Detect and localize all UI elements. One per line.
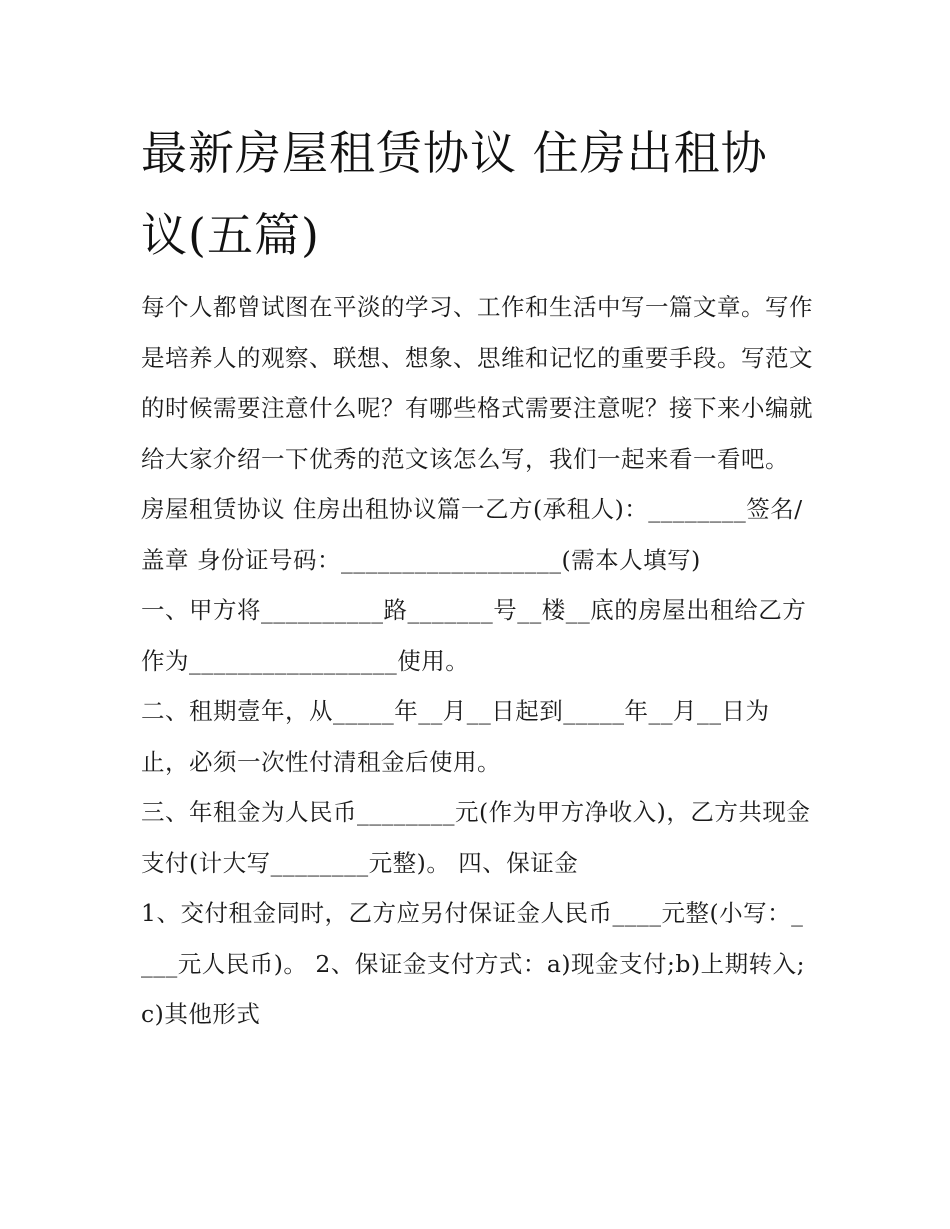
intro-paragraph: 每个人都曾试图在平淡的学习、工作和生活中写一篇文章。写作是培养人的观察、联想、想象、思维和记忆的重要手段。写范文的时候需要注意什么呢？有哪些格式需要注意呢？接下来小编就给大家介绍一下优秀的范文该怎么写，我们一起来看一看吧。 bbox=[141, 293, 813, 473]
document-body bbox=[141, 112, 813, 1040]
clause-1-paragraph: 一、甲方将__________路_______号__楼__底的房屋出租给乙方作为_________________使用。 bbox=[141, 596, 807, 675]
document-title: 最新房屋租赁协议 住房出租协议(五篇) bbox=[141, 126, 768, 262]
tenant-signature-paragraph: 房屋租赁协议 住房出租协议篇一乙方(承租人)：________签名/盖章 身份证号码：__________________(需本人填写) bbox=[141, 495, 803, 574]
deposit-paragraph: 1、交付租金同时，乙方应另付保证金人民币____元整(小写：____元人民币)。 2、保证金支付方式：a)现金支付;b)上期转入;c)其他形式 bbox=[141, 899, 806, 1028]
clause-3-paragraph: 三、年租金为人民币________元(作为甲方净收入)，乙方共现金支付(计大写________元整)。 四、保证金 bbox=[141, 798, 811, 877]
clause-2-paragraph: 二、租期壹年，从_____年__月__日起到_____年__月__日为止，必须一次性付清租金后使用。 bbox=[141, 697, 770, 776]
